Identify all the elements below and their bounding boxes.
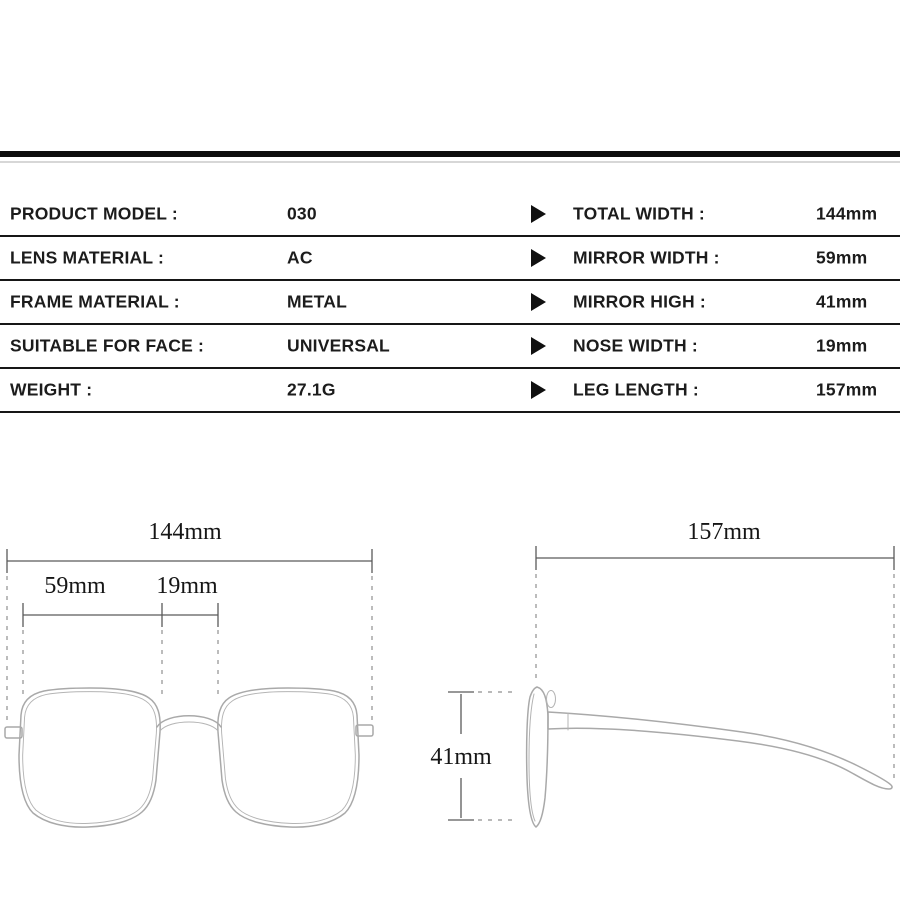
lens-side-inner-line xyxy=(529,694,535,821)
front-nose-width-label: 19mm xyxy=(156,573,218,599)
glasses-front-sketch xyxy=(5,688,373,827)
spec-label: MIRROR WIDTH : xyxy=(573,247,720,268)
glasses-side-sketch xyxy=(527,687,892,827)
spec-value: UNIVERSAL xyxy=(287,335,390,356)
spec-label: PRODUCT MODEL : xyxy=(10,203,178,224)
spec-value: 19mm xyxy=(816,335,868,356)
bridge-outer xyxy=(157,716,221,727)
spec-value: 144mm xyxy=(816,203,878,224)
spec-value: 030 xyxy=(287,203,317,224)
spec-label: MIRROR HIGH : xyxy=(573,291,706,312)
hinge-screw xyxy=(547,691,556,708)
spec-value: AC xyxy=(287,247,313,268)
front-view-diagram xyxy=(5,519,373,827)
spec-label: SUITABLE FOR FACE : xyxy=(10,335,205,356)
bridge-inner xyxy=(160,722,218,731)
front-lens-width-label: 59mm xyxy=(44,573,106,599)
spec-label: LENS MATERIAL : xyxy=(10,247,165,268)
spec-value: METAL xyxy=(287,291,347,312)
temple-arm xyxy=(548,712,892,789)
spec-value: 41mm xyxy=(816,291,868,312)
side-lens-height-label: 41mm xyxy=(430,744,492,770)
spec-value: 157mm xyxy=(816,379,878,400)
side-leg-length-label: 157mm xyxy=(687,519,761,545)
front-total-width-label: 144mm xyxy=(148,519,222,545)
side-view-diagram xyxy=(430,519,894,827)
spec-label: LEG LENGTH : xyxy=(573,379,699,400)
spec-value: 27.1G xyxy=(287,379,336,400)
spec-label: FRAME MATERIAL : xyxy=(10,291,180,312)
right-lens xyxy=(218,688,359,827)
lens-side-profile xyxy=(527,687,548,827)
spec-label: NOSE WIDTH : xyxy=(573,335,698,356)
spec-label: WEIGHT : xyxy=(10,379,93,400)
spec-label: TOTAL WIDTH : xyxy=(573,203,705,224)
spec-value: 59mm xyxy=(816,247,868,268)
